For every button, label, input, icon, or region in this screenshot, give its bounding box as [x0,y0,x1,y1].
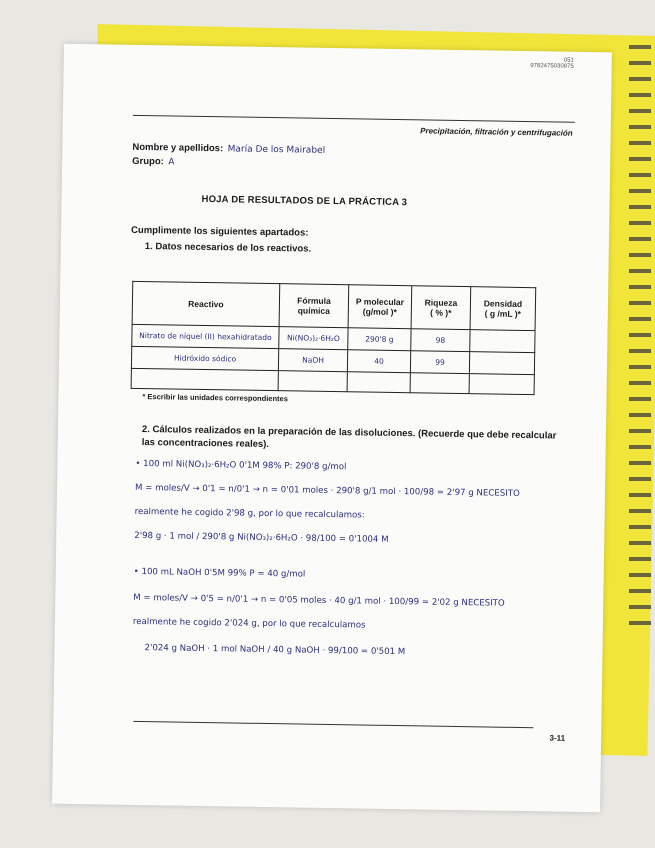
col-header-densidad: Densidad ( g /mL )* [470,287,536,331]
col-header-formula: Fórmula química [279,284,349,328]
name-value: María De los Mairabel [227,144,326,156]
header-title: Precipitación, filtración y centrifugación [420,126,573,138]
calc-line: M = moles/V → 0'1 = n/0'1 → n = 0'01 moles · 290'8 g/1 mol · 100/98 = 2'97 g NECESITO [134,482,520,499]
calc-line: M = moles/V → 0'5 = n/0'1 → n = 0'05 moles · 40 g/1 mol · 100/99 = 2'02 g NECESITO [133,592,505,609]
table-cell: Ni(NO₃)₂·6H₂O [279,327,348,350]
footer-rule [133,721,533,728]
table-cell [278,371,347,392]
name-label: Nombre y apellidos: [132,141,224,155]
col-header-riqueza: Riqueza ( % )* [411,286,471,330]
calc-line: 2'98 g · 1 mol / 290'8 g Ni(NO₃)₂·6H₂O · 98/100 = 0'1004 M [134,530,389,545]
table-cell [469,352,534,375]
units-note: * Escribir las unidades correspondientes [142,392,288,404]
stamp-line-1: 051 [563,57,574,64]
table-cell: Hidróxido sódico [131,346,278,370]
table-cell [131,368,278,390]
table-cell [469,374,534,395]
table-cell: NaOH [278,349,347,372]
page-number: 3-11 [549,733,566,743]
calc-line: realmente he cogido 2'98 g, por lo que recalculamos: [134,506,365,521]
calc-line: • 100 ml Ni(NO₃)₂·6H₂O 0'1M 98% P: 290'8 g/mol [135,458,347,473]
group-row [132,151,175,170]
section-2-heading: 2. Cálculos realizados en la preparación de las disoluciones. (Recuerde que debe recalcular las concentraciones reales). [141,424,557,451]
intro-text: Cumplimente los siguientes apartados: [130,224,309,239]
col-header-pmolecular: P molecular (g/mol )* [348,285,412,329]
table-cell [470,330,535,353]
table-cell: Nitrato de níquel (II) hexahidratado [132,324,279,348]
stamp [530,57,574,70]
group-value: A [168,157,175,168]
calc-line: • 100 mL NaOH 0'5M 99% P = 40 g/mol [133,566,306,580]
table-cell: 290'8 g [348,328,411,351]
sheet-title: HOJA DE RESULTADOS DE LA PRÁCTICA 3 [201,193,408,209]
calc-line: realmente he cogido 2'024 g, por lo que recalculamos [132,616,366,631]
group-label: Grupo: [132,155,164,168]
table-header-row [132,281,536,330]
section-1-heading: 1. Datos necesarios de los reactivos. [144,241,312,255]
stamp-line-2: 9782475030875 [530,63,574,70]
header-rule [133,115,575,123]
spiral-binding [629,45,651,625]
calc-line: 2'024 g NaOH · 1 mol NaOH / 40 g NaOH · 99/100 = 0'501 M [144,643,406,658]
col-header-reactivo: Reactivo [132,281,280,326]
table-cell: 40 [347,350,410,373]
table-cell [410,373,469,394]
reagents-table [131,281,537,395]
table-cell: 98 [411,329,470,352]
worksheet-page [52,44,612,813]
table-cell [347,372,410,393]
table-cell: 99 [410,351,469,374]
